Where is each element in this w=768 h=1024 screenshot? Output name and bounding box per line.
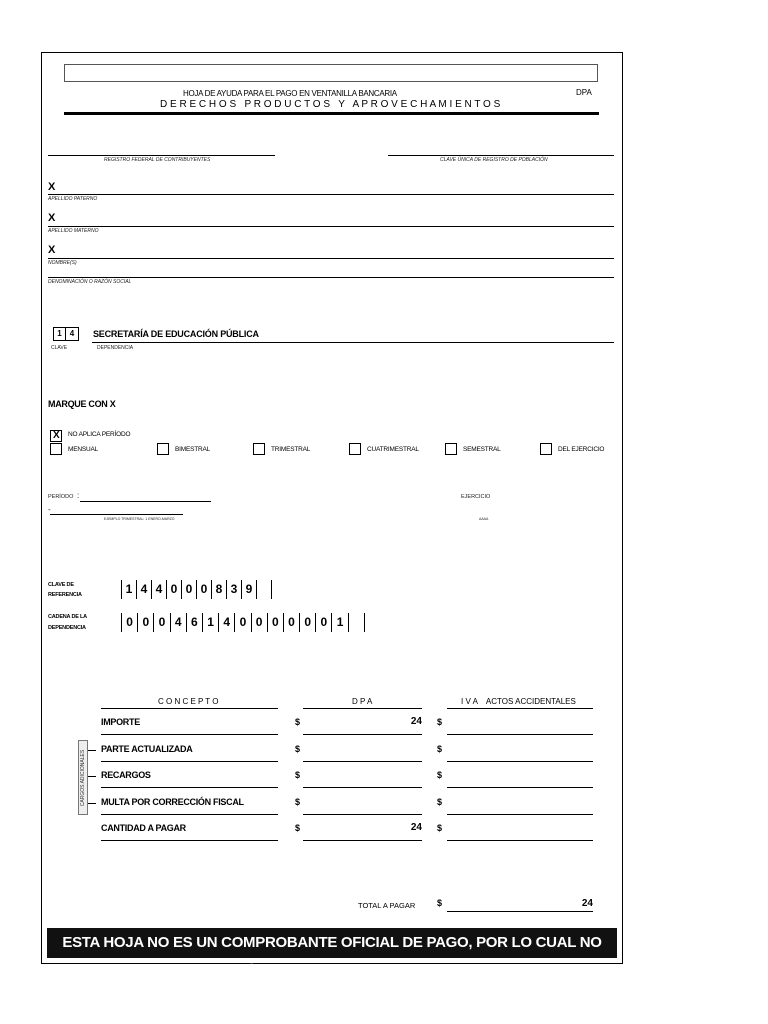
periodo-field-2[interactable] [50,514,183,515]
cadena-digit: 0 [252,613,268,632]
iva-line [447,734,593,735]
concept-line [101,814,278,815]
cadena-digit: 4 [219,613,235,632]
bimestral-checkbox[interactable] [157,443,169,455]
cuatrimestral-checkbox[interactable] [349,443,361,455]
concept-label: CANTIDAD A PAGAR [101,823,186,833]
apellido-paterno-label: APELLIDO PATERNO [48,196,98,202]
clave-digit: 4 [69,329,75,338]
ref-digit: 0 [167,580,182,599]
clave-referencia-digits [121,580,272,599]
ref-digit: 4 [152,580,167,599]
cadena-label-1: CADENA DE LA [48,614,87,620]
col-iva-header: I V A ACTOS ACCIDENTALES [461,697,576,706]
iva-currency: $ [437,770,443,780]
form-code: DPA [576,88,592,97]
cadena-digit: 0 [154,613,170,632]
apellido-materno-mark: X [48,212,56,224]
mensual-label: MENSUAL [68,446,99,453]
iva-line [447,761,593,762]
clave-referencia-label-2: REFERENCIA [48,592,82,598]
dpa-line [303,787,422,788]
concept-label: MULTA POR CORRECCIÓN FISCAL [101,797,244,807]
dependencia-clave-box [53,327,79,341]
del-ejercicio-checkbox[interactable] [540,443,552,455]
cadena-digit: 1 [203,613,219,632]
cadena-digit: 0 [316,613,332,632]
concepto-header-line [101,708,278,709]
del-ejercicio-label: DEL EJERCICIO [558,446,605,453]
cuatrimestral-label: CUATRIMESTRAL [367,446,419,453]
dependencia-name: SECRETARÍA DE EDUCACIÓN PÚBLICA [93,329,259,339]
razon-social-label: DENOMINACIÓN O RAZÓN SOCIAL [48,279,132,285]
dpa-line [303,734,422,735]
ejercicio-label: EJERCICIO [461,494,491,500]
concept-line [101,761,278,762]
marque-con-x-title: MARQUE CON X [48,399,116,409]
dpa-currency: $ [295,744,301,754]
dpa-value[interactable]: 24 [410,822,422,833]
razon-social-field[interactable] [48,277,614,278]
dpa-header-line [303,708,422,709]
ref-digit: 9 [242,580,257,599]
concept-line [101,734,278,735]
total-line [447,911,593,912]
dependencia-line [92,342,614,343]
cadena-digit: 6 [187,613,203,632]
cadena-digit: 0 [235,613,251,632]
check-mark: X [53,430,60,441]
ref-digit: 1 [122,580,137,599]
cadena-digit: 1 [332,613,348,632]
cadena-digit [349,613,365,632]
cadena-digit: 4 [171,613,187,632]
iva-line [447,840,593,841]
no-aplica-checkbox[interactable] [50,430,62,442]
iva-currency: $ [437,717,443,727]
iva-currency: $ [437,744,443,754]
curp-label: CLAVE ÚNICA DE REGISTRO DE POBLACIÓN [440,157,548,163]
dpa-currency: $ [295,797,301,807]
concept-label: IMPORTE [101,717,140,727]
col-concepto-header: C O N C E P T O [158,697,219,706]
iva-currency: $ [437,797,443,807]
ref-digit: 4 [137,580,152,599]
ref-digit: 3 [227,580,242,599]
cadena-digit: 0 [268,613,284,632]
dpa-value[interactable]: 24 [410,716,422,727]
ref-digit [257,580,272,599]
top-empty-field[interactable] [64,64,598,82]
total-currency: $ [437,898,443,908]
ref-digit: 8 [212,580,227,599]
nombre-mark: X [48,244,56,256]
semestral-checkbox[interactable] [445,443,457,455]
apellido-materno-field[interactable] [48,226,614,227]
nombre-label: NOMBRE(S) [48,260,77,266]
cargos-adicionales-sidebar [78,740,88,815]
apellido-materno-label: APELLIDO MATERNO [48,228,99,234]
semestral-label: SEMESTRAL [463,446,501,453]
cadena-digit: 0 [300,613,316,632]
disclaimer-banner: ESTA HOJA NO ES UN COMPROBANTE OFICIAL DE PAGO, POR LO CUAL NO SERÁ SELLADA POR EL CAJERO [47,928,617,958]
mensual-checkbox[interactable] [50,443,62,455]
apellido-paterno-field[interactable] [48,194,614,195]
ref-digit: 0 [197,580,212,599]
bracket-tick [88,803,96,804]
cadena-label-2: DEPENDENCIA [48,625,86,631]
clave-referencia-label-1: CLAVE DE [48,582,74,588]
cadena-dependencia-digits [121,613,365,632]
cadena-digit: 0 [284,613,300,632]
cargos-adicionales-label: CARGOS ADICIONALES [80,749,86,806]
form-title: D E R E C H O S P R O D U C T O S Y A P R O V E C H A M I E N T O S [160,99,501,110]
clave-digit: 1 [54,328,66,340]
no-aplica-label: NO APLICA PERÍODO [68,431,131,438]
trimestral-checkbox[interactable] [253,443,265,455]
bracket-tick [88,750,96,751]
bimestral-label: BIMESTRAL [175,446,211,453]
periodo-label: PERÍODO [48,494,74,500]
concept-label: RECARGOS [101,770,151,780]
periodo-field-1[interactable] [80,501,211,502]
concept-line [101,787,278,788]
apellido-paterno-mark: X [48,181,56,193]
cadena-digit: 0 [138,613,154,632]
total-value: 24 [581,898,593,909]
iva-line [447,814,593,815]
ejercicio-aaaa: AAAA [479,517,489,521]
cadena-digit: 0 [122,613,138,632]
dpa-line [303,761,422,762]
iva-line [447,787,593,788]
form-subtitle: HOJA DE AYUDA PARA EL PAGO EN VENTANILLA BANCARIA [183,89,397,98]
nombre-field[interactable] [48,258,614,259]
clave-label: CLAVE [51,345,68,351]
header-underline [64,112,599,115]
iva-currency: $ [437,823,443,833]
rfc-field-line[interactable] [48,155,275,156]
trimestral-label: TRIMESTRAL [271,446,311,453]
col-dpa-header: D P A [352,697,373,706]
iva-header-line [447,708,593,709]
concept-label: PARTE ACTUALIZADA [101,744,193,754]
total-label: TOTAL A PAGAR [358,901,416,910]
periodo-dash: - [48,505,51,514]
dpa-currency: $ [295,770,301,780]
dpa-line [303,840,422,841]
dpa-line [303,814,422,815]
dpa-currency: $ [295,823,301,833]
curp-field-line[interactable] [388,155,614,156]
bracket-tick [88,776,96,777]
rfc-label: REGISTRO FEDERAL DE CONTRIBUYENTES [104,157,211,163]
ref-digit: 0 [182,580,197,599]
periodo-ejemplo: EJEMPLO TRIMESTRAL: 1 ENERO-MARZO [104,517,175,521]
dependencia-label: DEPENDENCIA [97,345,134,351]
periodo-colon: : [77,491,80,500]
concept-line [101,840,278,841]
dpa-currency: $ [295,717,301,727]
